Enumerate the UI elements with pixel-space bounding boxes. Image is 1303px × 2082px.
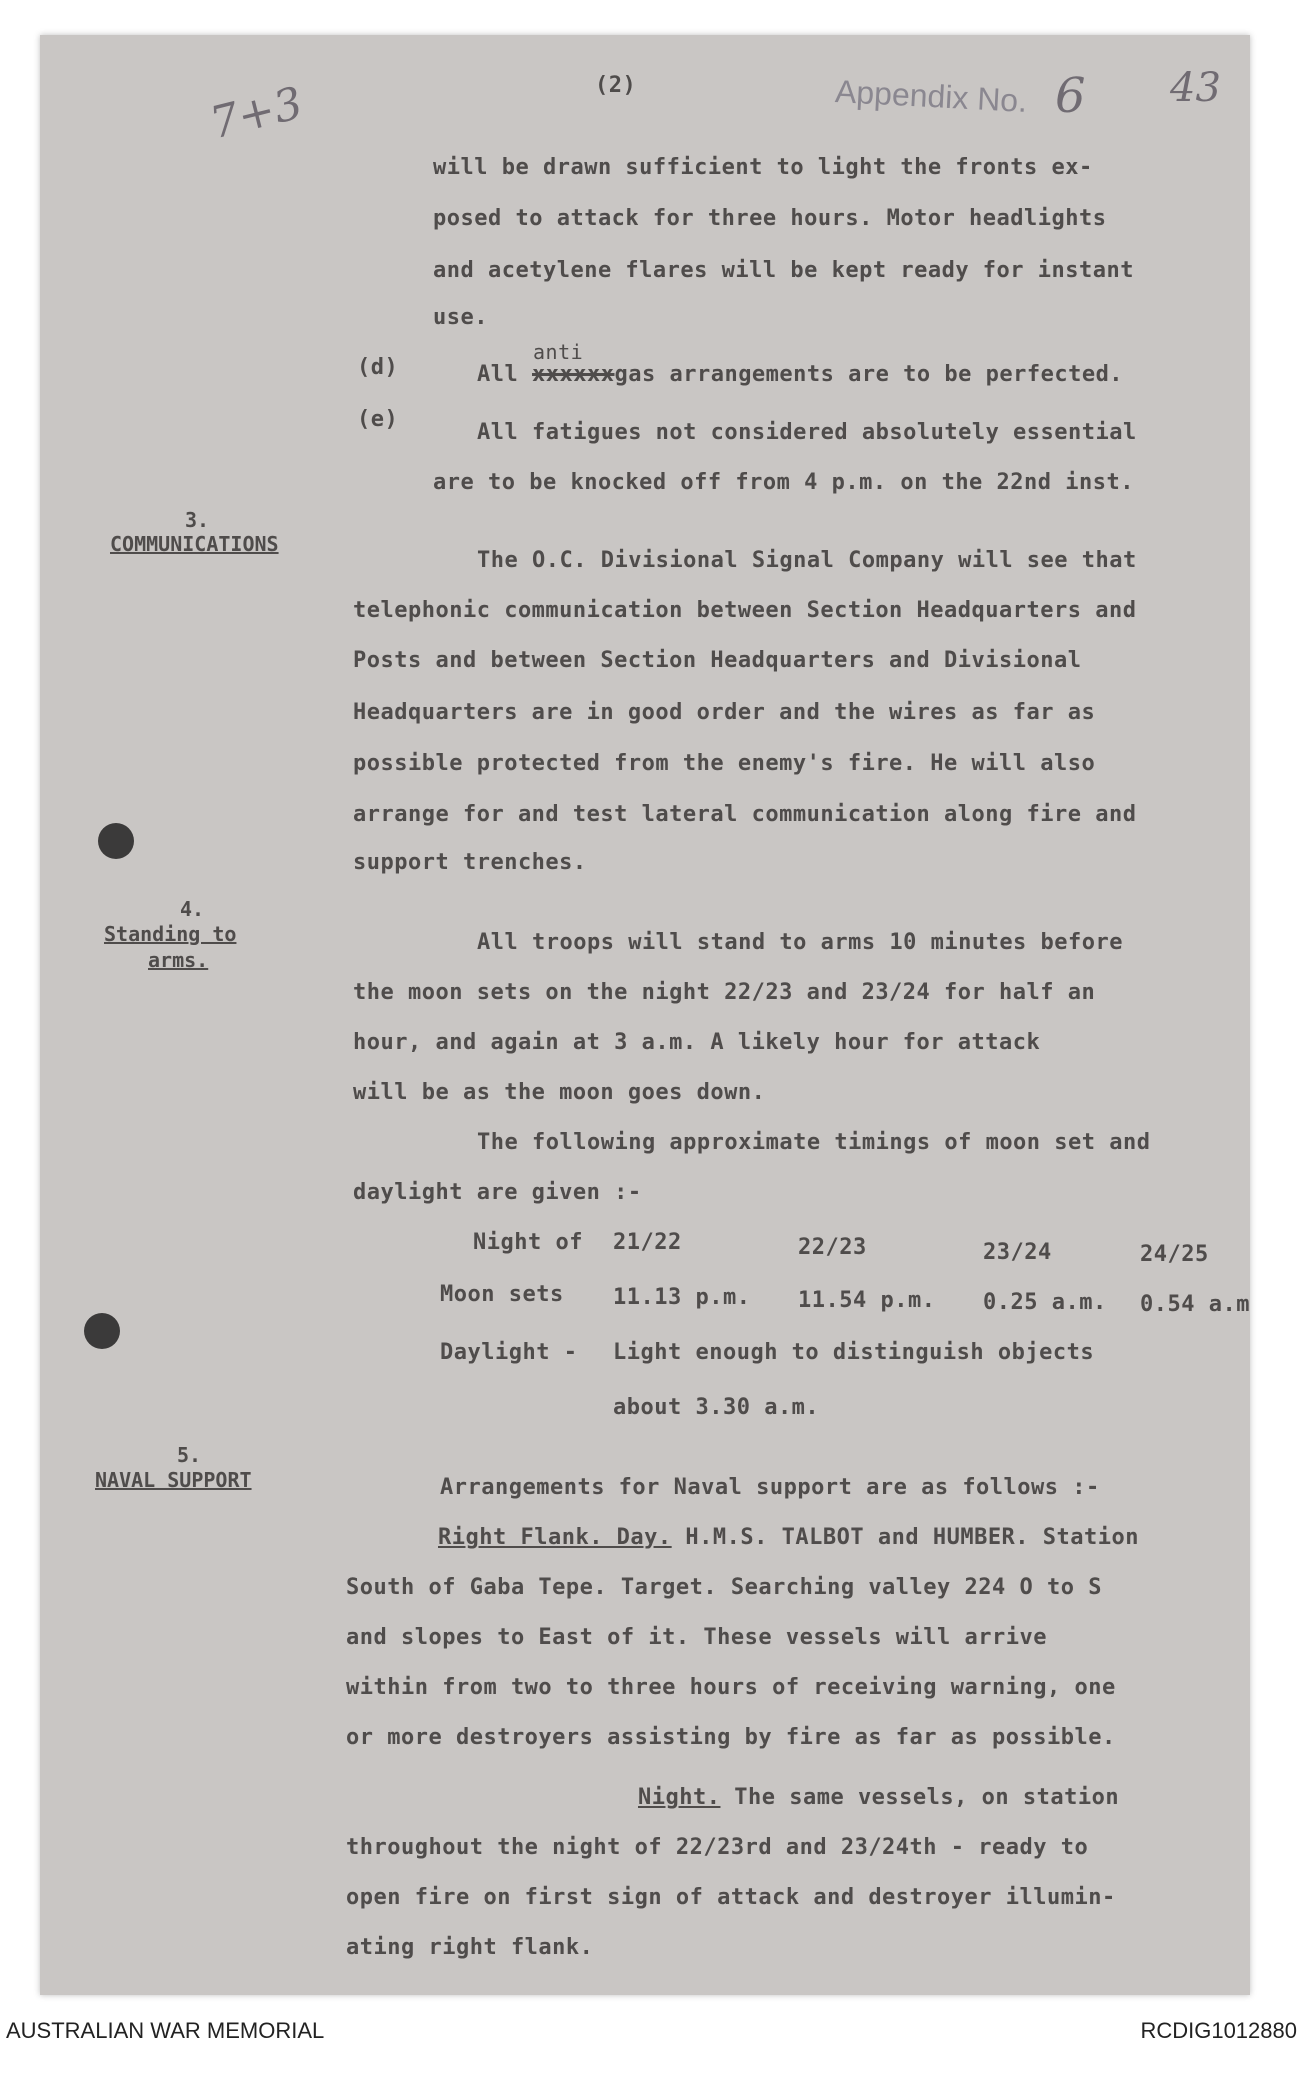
appendix-number: 6 bbox=[1055, 68, 1086, 124]
timings-moon-set: 0.54 a.m bbox=[1140, 1292, 1250, 1317]
body-line: or more destroyers assisting by fire as far as possible. bbox=[346, 1725, 1116, 1750]
punch-hole bbox=[98, 823, 134, 859]
footer-institution: AUSTRALIAN WAR MEMORIAL bbox=[6, 2018, 325, 2043]
item-e-line: are to be knocked off from 4 p.m. on the 22nd inst. bbox=[433, 470, 1135, 495]
timings-moon-set: 11.54 p.m. bbox=[798, 1288, 936, 1313]
section-number: 3. bbox=[185, 508, 210, 532]
timings-daylight-text: about 3.30 a.m. bbox=[613, 1395, 820, 1420]
item-e-label: (e) bbox=[357, 407, 399, 432]
body-line: arrange for and test lateral communication along fire and bbox=[353, 802, 1137, 827]
timings-night: 21/22 bbox=[613, 1230, 682, 1255]
item-e-line: All fatigues not considered absolutely essential bbox=[477, 420, 1137, 445]
body-line: open fire on first sign of attack and destroyer illumin- bbox=[346, 1885, 1116, 1910]
body-line: All troops will stand to arms 10 minutes before bbox=[477, 930, 1124, 955]
section-heading-standing-to-arms: Standing to bbox=[104, 922, 237, 946]
day-line-rest: H.M.S. TALBOT and HUMBER. Station bbox=[685, 1525, 1140, 1550]
timings-daylight-label: Daylight - bbox=[440, 1340, 578, 1365]
body-line: within from two to three hours of receiving warning, one bbox=[346, 1675, 1116, 1700]
body-line: South of Gaba Tepe. Target. Searching valley 224 O to S bbox=[346, 1575, 1102, 1600]
corner-handwritten-note: 7+3 bbox=[205, 77, 308, 150]
night-line-rest: The same vessels, on station bbox=[734, 1785, 1120, 1810]
body-line: The O.C. Divisional Signal Company will see that bbox=[477, 548, 1137, 573]
body-line: possible protected from the enemy's fire. He will also bbox=[353, 751, 1096, 776]
body-line: ating right flank. bbox=[346, 1935, 594, 1960]
struck-word: xxxxxx bbox=[532, 362, 615, 387]
timings-night: 23/24 bbox=[983, 1240, 1052, 1265]
body-line: hour, and again at 3 a.m. A likely hour for attack bbox=[353, 1030, 1041, 1055]
body-line: will be drawn sufficient to light the fronts ex- bbox=[433, 155, 1093, 180]
body-line: telephonic communication between Section Headquarters and bbox=[353, 598, 1137, 623]
section-number: 4. bbox=[180, 897, 205, 921]
document-page bbox=[40, 35, 1250, 1995]
night-heading: Night. bbox=[638, 1785, 721, 1810]
punch-hole bbox=[84, 1313, 120, 1349]
body-line: and slopes to East of it. These vessels will arrive bbox=[346, 1625, 1048, 1650]
naval-night-line bbox=[638, 1785, 1119, 1810]
timings-daylight-text: Light enough to distinguish objects bbox=[613, 1340, 1095, 1365]
timings-moon-label: Moon sets bbox=[440, 1282, 564, 1307]
section-heading-communications: COMMUNICATIONS bbox=[110, 532, 279, 556]
body-line: The following approximate timings of moon set and bbox=[477, 1130, 1151, 1155]
item-d-rest: gas arrangements are to be perfected. bbox=[614, 362, 1124, 387]
section-heading-naval-support: NAVAL SUPPORT bbox=[95, 1468, 252, 1492]
naval-day-line bbox=[438, 1525, 1139, 1550]
body-line: will be as the moon goes down. bbox=[353, 1080, 766, 1105]
page-number: (2) bbox=[595, 73, 637, 98]
body-line: throughout the night of 22/23rd and 23/24th - ready to bbox=[346, 1835, 1089, 1860]
timings-moon-set: 11.13 p.m. bbox=[613, 1285, 751, 1310]
footer-identifier: RCDIG1012880 bbox=[1140, 2018, 1297, 2043]
body-line: daylight are given :- bbox=[353, 1180, 642, 1205]
body-line: Posts and between Section Headquarters and Divisional bbox=[353, 648, 1082, 673]
item-d-lead: All bbox=[477, 362, 519, 387]
inserted-word: anti bbox=[533, 340, 584, 364]
section-heading-standing-to-arms: arms. bbox=[148, 948, 209, 972]
item-d-text bbox=[477, 362, 1123, 387]
item-d-label: (d) bbox=[357, 355, 399, 380]
folio-number: 43 bbox=[1170, 65, 1221, 111]
timings-night: 24/25 bbox=[1140, 1242, 1209, 1267]
timings-night-label: Night of bbox=[473, 1230, 583, 1255]
timings-moon-set: 0.25 a.m. bbox=[983, 1290, 1107, 1315]
timings-night: 22/23 bbox=[798, 1235, 867, 1260]
body-line: Headquarters are in good order and the wires as far as bbox=[353, 700, 1096, 725]
body-line: support trenches. bbox=[353, 850, 587, 875]
day-heading: Right Flank. Day. bbox=[438, 1525, 672, 1550]
body-line: Arrangements for Naval support are as follows :- bbox=[440, 1475, 1100, 1500]
body-line: and acetylene flares will be kept ready for instant bbox=[433, 258, 1135, 283]
section-number: 5. bbox=[177, 1443, 202, 1467]
body-line: use. bbox=[433, 305, 488, 330]
body-line: posed to attack for three hours. Motor headlights bbox=[433, 206, 1107, 231]
body-line: the moon sets on the night 22/23 and 23/24 for half an bbox=[353, 980, 1096, 1005]
appendix-stamp: Appendix No. bbox=[834, 72, 1028, 120]
